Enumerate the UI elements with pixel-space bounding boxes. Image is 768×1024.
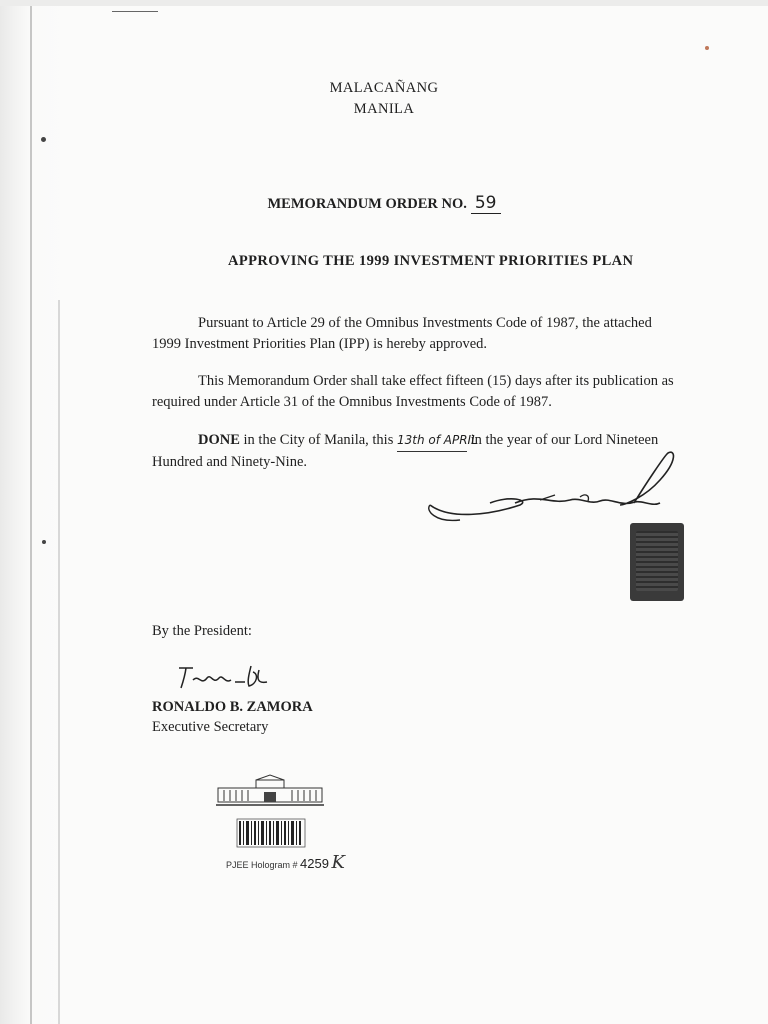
header-malacanang: MALACAÑANG — [329, 80, 439, 96]
paragraph-1-line-2: 1999 Investment Priorities Plan (IPP) is hereby approved. — [152, 336, 488, 352]
signatory-title: Executive Secretary — [152, 719, 269, 735]
header-manila: MANILA — [353, 101, 415, 117]
paragraph-2-line-1: This Memorandum Order shall take effect fifteen (15) days after its publication as — [198, 373, 674, 389]
scan-mark — [112, 11, 158, 12]
fold-line — [30, 0, 32, 1024]
stain-dot — [705, 46, 709, 50]
seal-stamp — [630, 523, 684, 601]
hologram-mark: K — [331, 852, 345, 873]
hologram-label — [226, 852, 345, 873]
paragraph-2-line-2: required under Article 31 of the Omnibus Investments Code of 1987. — [152, 394, 552, 410]
fold-line — [58, 300, 60, 1024]
punch-dot — [42, 540, 46, 544]
hologram-number: 4259 — [300, 856, 329, 871]
signatory-name: RONALDO B. ZAMORA — [152, 699, 313, 715]
paragraph-2 — [152, 371, 768, 413]
by-president-label: By the President: — [152, 623, 252, 639]
done-line-2: Hundred and Ninety-Nine. — [152, 454, 308, 470]
order-label: MEMORANDUM ORDER NO. — [267, 196, 467, 212]
order-title — [0, 193, 768, 213]
paragraph-1-line-1: Pursuant to Article 29 of the Omnibus Investments Code of 1987, the attached — [198, 315, 652, 331]
hologram-text: PJEE Hologram # — [226, 860, 298, 870]
president-signature — [420, 445, 680, 530]
done-text-after: in the year of our Lord Nineteen — [470, 432, 659, 448]
punch-dot — [41, 137, 46, 142]
handwritten-date: 13th of APRIL — [397, 430, 467, 452]
secretary-signature — [175, 660, 275, 692]
subject-title: APPROVING THE 1999 INVESTMENT PRIORITIES PLAN — [228, 253, 634, 269]
malacanang-palace-logo — [216, 774, 324, 808]
done-keyword: DONE — [198, 432, 240, 448]
done-text-before: in the City of Manila, this — [243, 432, 394, 448]
scan-top-strip — [0, 0, 768, 6]
order-number: 59 — [471, 193, 501, 214]
hologram-barcode — [236, 818, 306, 848]
paragraph-1 — [152, 313, 768, 355]
